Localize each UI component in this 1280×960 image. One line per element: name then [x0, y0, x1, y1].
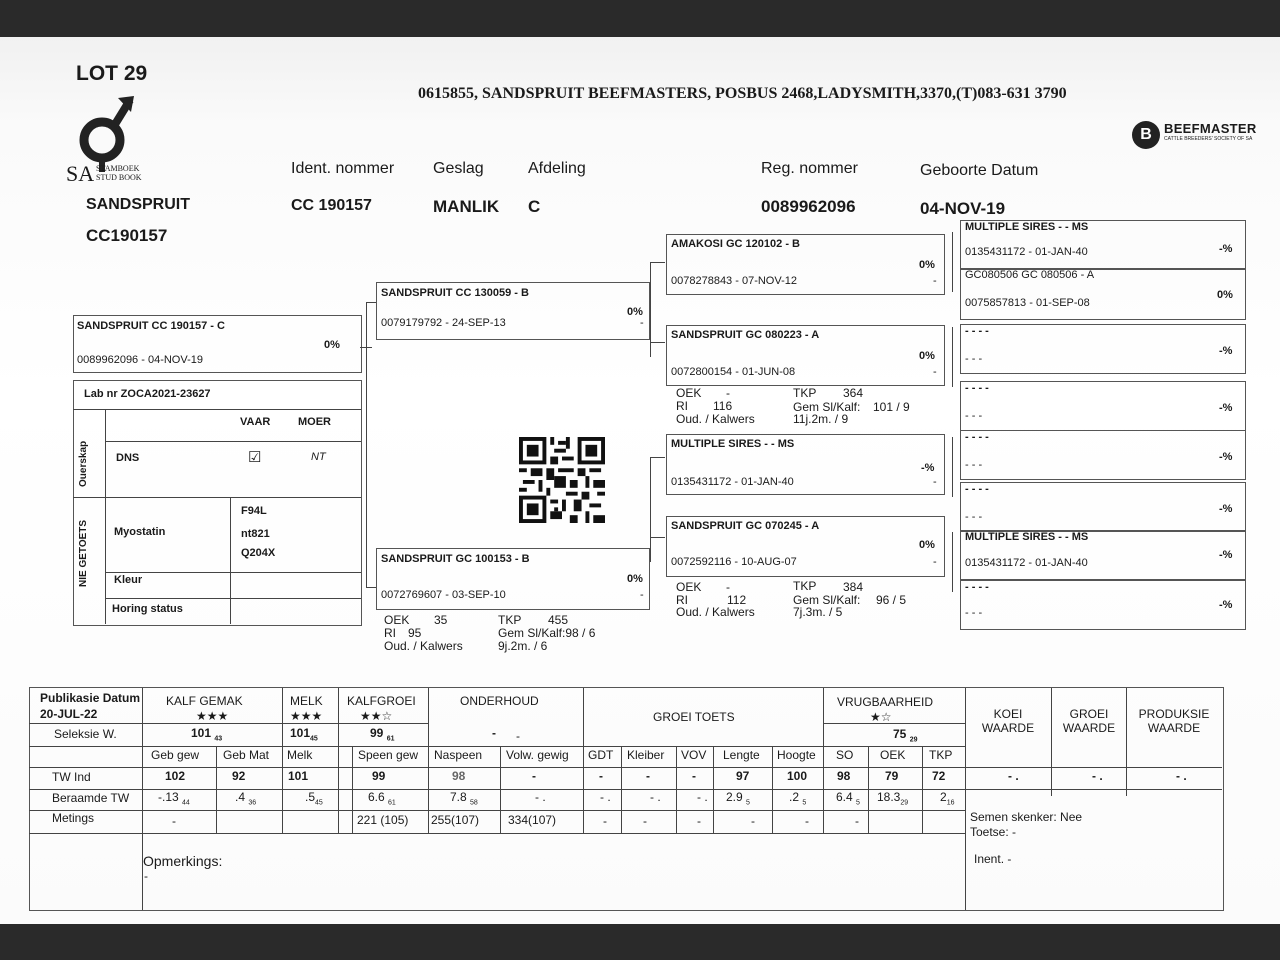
col-lengte: Lengte — [723, 748, 760, 762]
tw-ind-vov: - — [692, 769, 696, 783]
dam-tkp: 455 — [548, 613, 569, 627]
section-label: Afdeling — [528, 160, 586, 177]
dam-dam-tkp: 384 — [843, 580, 864, 594]
sire-dam-oek-label: OEK — [676, 386, 702, 400]
dam-dam-pct: 0% — [919, 539, 935, 551]
sire-name: SANDSPRUIT CC 130059 - B — [381, 287, 529, 299]
top-frame — [0, 0, 1280, 37]
tw-ind-oek: 79 — [885, 769, 899, 783]
ggp-1-reg: 0135431172 - 01-JAN-40 — [965, 246, 1088, 258]
reg-value: 0089962096 — [761, 197, 856, 216]
grp-onder: ONDERHOUD — [460, 694, 539, 708]
grp-toets: GROEI TOETS — [653, 710, 735, 724]
col-kleiber: Kleiber — [627, 748, 665, 762]
sire-dam-reg: 0072800154 - 01-JUN-08 — [671, 366, 796, 378]
ggp-6-pct: -% — [1219, 503, 1233, 515]
col-volw: Volw. gewig — [506, 748, 569, 762]
dam-oud-label: Oud. / Kalwers — [384, 639, 463, 653]
dam-tkp-label: TKP — [498, 613, 522, 627]
dam-dam-oud: 7j.3m. / 5 — [793, 605, 843, 619]
ber-hoogte: .2 $_5$ — [789, 790, 807, 807]
dam-oek-label: OEK — [384, 613, 410, 627]
groei-stars: ★★☆ — [360, 709, 393, 723]
col-oek: OEK — [880, 748, 906, 762]
dam-oek: 35 — [434, 613, 448, 627]
ggp-7-reg: 0135431172 - 01-JAN-40 — [965, 557, 1088, 569]
myostatin-label: Myostatin — [114, 526, 166, 538]
dam-gem: Gem Sl/Kalf:98 / 6 — [498, 626, 596, 640]
ber-oek: $18.3_{29}$ — [877, 790, 909, 807]
registration-certificate — [0, 37, 1280, 924]
animal-box — [73, 315, 362, 373]
ber-melk: $.5_{45}$ — [305, 790, 323, 807]
tw-ind-groei: - . — [1092, 769, 1103, 783]
ggp-box-6 — [960, 482, 1246, 532]
sa-logo-text: SA — [66, 161, 95, 186]
sire-dam-ri: 116 — [713, 399, 733, 413]
tw-ind-koei: - . — [1008, 769, 1019, 783]
opmerkings-label: Opmerkings: — [143, 853, 223, 869]
myostatin-q204x: Q204X — [241, 547, 276, 559]
dam-pct: 0% — [627, 573, 643, 585]
ggp-box-3 — [960, 324, 1246, 374]
sire-pct: 0% — [627, 306, 643, 318]
ggp-6-name: - - - - — [965, 483, 989, 495]
pub-date: 20-JUL-22 — [40, 707, 98, 721]
dam-dam-ri: 112 — [727, 593, 747, 607]
met-speen: 221 (105) — [357, 813, 409, 827]
grp-vrug: VRUGBAARHEID — [837, 695, 934, 709]
sire-dam-box: SANDSPRUIT GC 080223 - A 0% 0072800154 - 01-JUN-08 - — [666, 325, 945, 386]
ber-tkp: $2_{16}$ — [940, 790, 955, 807]
ggp-5-name: - - - - — [965, 431, 989, 443]
ggp-4-name: - - - - — [965, 382, 989, 394]
ber-geb-mat: .4 $_{36}$ — [235, 790, 257, 807]
dam-dam-oek: - — [726, 580, 730, 594]
ggp-box-1 — [960, 220, 1246, 270]
tw-ind-prod: - . — [1176, 769, 1187, 783]
sire-dam-oek: - — [726, 386, 730, 400]
sire-dam-tkp: 364 — [843, 386, 864, 400]
sire-dam-gem-label: Gem Sl/Kalf: — [793, 400, 861, 414]
beefmaster-subtitle: CATTLE BREEDERS' SOCIETY OF SA — [1164, 136, 1253, 142]
ggp-3-name: - - - - — [965, 325, 989, 337]
sire-box: SANDSPRUIT CC 130059 - B 0% 0079179792 - 24-SEP-13 - — [376, 282, 650, 340]
dam-sire-reg: 0135431172 - 01-JAN-40 — [671, 476, 794, 488]
kalf-val: 101 $_{43}$ — [191, 726, 223, 743]
tw-ind-melk: 101 — [288, 769, 309, 783]
section-value: C — [528, 197, 541, 216]
ber-so: 6.4 $_5$ — [836, 790, 860, 807]
animal-code: CC190157 — [86, 226, 168, 245]
ggp-2-reg: 0075857813 - 01-SEP-08 — [965, 297, 1090, 309]
pub-label: Publikasie Datum — [40, 691, 141, 705]
ggp-box-5 — [960, 430, 1246, 480]
myostatin-f94l: F94L — [241, 505, 267, 517]
met-geb-gew: - — [172, 814, 176, 828]
ggp-8-pct: -% — [1219, 599, 1233, 611]
melk-val: $101_{45}$ — [290, 726, 318, 743]
onder-val: - — [492, 726, 496, 740]
met-hoogte: - — [805, 814, 809, 828]
ggp-box-8 — [960, 580, 1246, 630]
vrug-val: 75 $_{29}$ — [893, 727, 918, 744]
ggp-1-pct: -% — [1219, 243, 1233, 255]
qr-code — [518, 437, 606, 523]
dam-dam-oud-label: Oud. / Kalwers — [676, 605, 755, 619]
row-metings-label: Metings — [52, 811, 95, 825]
ggp-7-pct: -% — [1219, 549, 1233, 561]
dam-dam-ri-label: RI — [676, 593, 688, 607]
ggp-box-7 — [960, 530, 1246, 580]
ber-lengte: 2.9 $_5$ — [726, 790, 750, 807]
dam-name: SANDSPRUIT GC 100153 - B — [381, 553, 530, 565]
ber-geb-gew: -.13 $_{44}$ — [158, 790, 190, 807]
ident-label: Ident. nommer — [291, 160, 395, 177]
met-lengte: - — [751, 814, 755, 828]
sire-dam-pct: 0% — [919, 350, 935, 362]
tw-ind-naspeen: 98 — [452, 769, 466, 783]
tw-ind-tkp: 72 — [932, 769, 946, 783]
dam-oud: 9j.2m. / 6 — [498, 639, 548, 653]
ber-kleiber: - . — [650, 790, 661, 804]
toetse: Toetse: - — [970, 825, 1017, 839]
beefmaster-brand: BEEFMASTER — [1164, 121, 1257, 136]
dam-dam-oek-label: OEK — [676, 580, 702, 594]
dam-ri-label: RI — [384, 626, 396, 640]
col-hoogte: Hoogte — [777, 748, 816, 762]
row-beraamde-label: Beraamde TW — [52, 791, 130, 805]
ber-speen: 6.6 $_{61}$ — [368, 790, 396, 807]
groei-val: 99 $_{61}$ — [370, 726, 395, 743]
col-moer: MOER — [298, 416, 331, 428]
sire-dam-name: SANDSPRUIT GC 080223 - A — [671, 329, 820, 341]
grp-melk: MELK — [290, 694, 323, 708]
tw-ind-geb-mat: 92 — [232, 769, 246, 783]
breeder-line: 0615855, SANDSPRUIT BEEFMASTERS, POSBUS 2468,LADYSMITH,3370,(T)083-631 3790 — [418, 85, 1067, 102]
sex-value: MANLIK — [433, 197, 500, 216]
met-gdt: - — [603, 814, 607, 828]
col-vov: VOV — [681, 748, 707, 762]
herd-name: SANDSPRUIT — [86, 196, 191, 213]
horing-label: Horing status — [112, 603, 183, 615]
dam-dam-tkp-label: TKP — [793, 579, 817, 593]
ggp-2-pct: 0% — [1217, 289, 1233, 301]
col-so: SO — [836, 748, 854, 762]
dob-value: 04-NOV-19 — [920, 199, 1006, 218]
dam-dam-reg: 0072592116 - 10-AUG-07 — [671, 556, 797, 568]
col-speen: Speen gew — [358, 748, 419, 762]
dam-dam-name: SANDSPRUIT GC 070245 - A — [671, 520, 820, 532]
vrug-stars: ★☆ — [870, 710, 892, 724]
sel-label: Seleksie W. — [54, 727, 117, 741]
lab-number: Lab nr ZOCA2021-23627 — [84, 388, 211, 400]
ggp-3-pct: -% — [1219, 345, 1233, 357]
row-tw-ind-label: TW Ind — [52, 770, 91, 784]
ouerskap-side-label: Ouerskap — [78, 440, 89, 487]
met-so: - — [855, 814, 859, 828]
col-geb-gew: Geb gew — [151, 748, 200, 762]
ggp-6-reg: - - - — [965, 511, 983, 523]
opmerkings-value: - — [144, 869, 148, 883]
ggp-8-reg: - - - — [965, 607, 983, 619]
grp-prod: PRODUKSIE WAARDE — [1138, 707, 1210, 735]
kalf-stars: ★★★ — [196, 709, 229, 723]
ggp-4-pct: -% — [1219, 402, 1233, 414]
tw-ind-volw: - — [532, 769, 536, 783]
sire-sire-box: AMAKOSI GC 120102 - B 0% 0078278843 - 07-NOV-12 - — [666, 234, 945, 295]
dam-sire-box: MULTIPLE SIRES - - MS -% 0135431172 - 01-JAN-40 - — [666, 434, 945, 495]
bottom-frame — [0, 924, 1280, 960]
dam-dam-gem: 96 / 5 — [876, 593, 907, 607]
dam-ri: 95 — [408, 626, 422, 640]
ggp-8-name: - - - - — [965, 581, 989, 593]
dam-sire-name: MULTIPLE SIRES - - MS — [671, 438, 795, 450]
sire-dam-oud: 11j.2m. / 9 — [793, 412, 849, 426]
met-kleiber: - — [643, 814, 647, 828]
ident-value: CC 190157 — [291, 197, 372, 214]
ggp-4-reg: - - - — [965, 410, 983, 422]
tw-ind-lengte: 97 — [736, 769, 750, 783]
sire-reg: 0079179792 - 24-SEP-13 — [381, 317, 506, 329]
ggp-5-reg: - - - — [965, 459, 983, 471]
ggp-7-name: MULTIPLE SIRES - - MS — [965, 531, 1089, 543]
ggp-box-2 — [960, 268, 1246, 320]
ggp-box-4 — [960, 381, 1246, 431]
studbook-text: STUD BOOK — [96, 173, 142, 182]
dam-box: SANDSPRUIT GC 100153 - B 0% 0072769607 - 03-SEP-10 - — [376, 548, 650, 610]
col-tkp: TKP — [929, 748, 953, 762]
beefmaster-logo-icon: B — [1132, 121, 1160, 149]
tw-ind-kleiber: - — [646, 769, 650, 783]
col-naspeen: Naspeen — [434, 748, 483, 762]
stamboek-text: STAMBOEK — [96, 164, 140, 173]
tw-ind-geb-gew: 102 — [165, 769, 186, 783]
sire-dam-tkp-label: TKP — [793, 386, 817, 400]
ber-vov: - . — [697, 790, 708, 804]
ber-gdt: - . — [600, 790, 611, 804]
reg-label: Reg. nommer — [761, 160, 858, 177]
met-vov: - — [697, 814, 701, 828]
onder-val-2: - — [516, 729, 520, 743]
dns-label: DNS — [116, 452, 140, 464]
ggp-1-name: MULTIPLE SIRES - - MS — [965, 221, 1089, 233]
ggp-5-pct: -% — [1219, 451, 1233, 463]
dns-moer-nt: NT — [311, 451, 326, 463]
sire-sire-pct: 0% — [919, 259, 935, 271]
col-melk: Melk — [287, 748, 313, 762]
myostatin-nt821: nt821 — [241, 528, 270, 540]
animal-box-reg: 0089962096 - 04-NOV-19 — [77, 354, 203, 366]
sire-dam-gem: 101 / 9 — [873, 400, 910, 414]
dam-dam-gem-label: Gem Sl/Kalf: — [793, 593, 861, 607]
dob-label: Geboorte Datum — [920, 162, 1039, 179]
tw-ind-gdt: - — [599, 769, 603, 783]
melk-stars: ★★★ — [290, 709, 323, 723]
dam-sire-pct: -% — [921, 462, 935, 474]
kleur-label: Kleur — [114, 574, 143, 586]
sire-dam-ri-label: RI — [676, 399, 688, 413]
grp-koei: KOEI WAARDE — [981, 707, 1035, 735]
sire-sire-name: AMAKOSI GC 120102 - B — [671, 238, 800, 250]
col-geb-mat: Geb Mat — [223, 748, 270, 762]
semen-donor: Semen skenker: Nee — [970, 810, 1083, 824]
col-vaar: VAAR — [240, 416, 271, 428]
ber-naspeen: 7.8 $_{58}$ — [450, 790, 478, 807]
met-naspeen: 255(107) — [431, 813, 480, 827]
sire-dam-oud-label: Oud. / Kalwers — [676, 412, 755, 426]
nie-getoets-side-label: NIE GETOETS — [78, 519, 89, 587]
sire-sire-reg: 0078278843 - 07-NOV-12 — [671, 275, 797, 287]
ggp-2-name: GC080506 GC 080506 - A — [965, 269, 1095, 281]
lot-number: LOT 29 — [76, 62, 148, 85]
ggp-3-reg: - - - — [965, 353, 983, 365]
animal-box-name: SANDSPRUIT CC 190157 - C — [77, 320, 225, 332]
tw-ind-so: 98 — [837, 769, 851, 783]
tw-ind-speen: 99 — [372, 769, 386, 783]
inent: Inent. - — [974, 852, 1012, 866]
grp-kalf: KALF GEMAK — [166, 694, 243, 708]
tw-ind-hoogte: 100 — [787, 769, 808, 783]
met-volw: 334(107) — [508, 813, 557, 827]
ber-volw: - . — [535, 790, 546, 804]
animal-box-pct: 0% — [324, 339, 340, 351]
dam-dam-box: SANDSPRUIT GC 070245 - A 0% 0072592116 - 10-AUG-07 - — [666, 516, 945, 577]
dns-vaar-check: ☑ — [248, 449, 262, 466]
grp-groei: KALFGROEI — [347, 694, 416, 708]
sex-label: Geslag — [433, 160, 484, 177]
dam-reg: 0072769607 - 03-SEP-10 — [381, 589, 506, 601]
col-gdt: GDT — [588, 748, 614, 762]
grp-groeiw: GROEI WAARDE — [1062, 707, 1116, 735]
